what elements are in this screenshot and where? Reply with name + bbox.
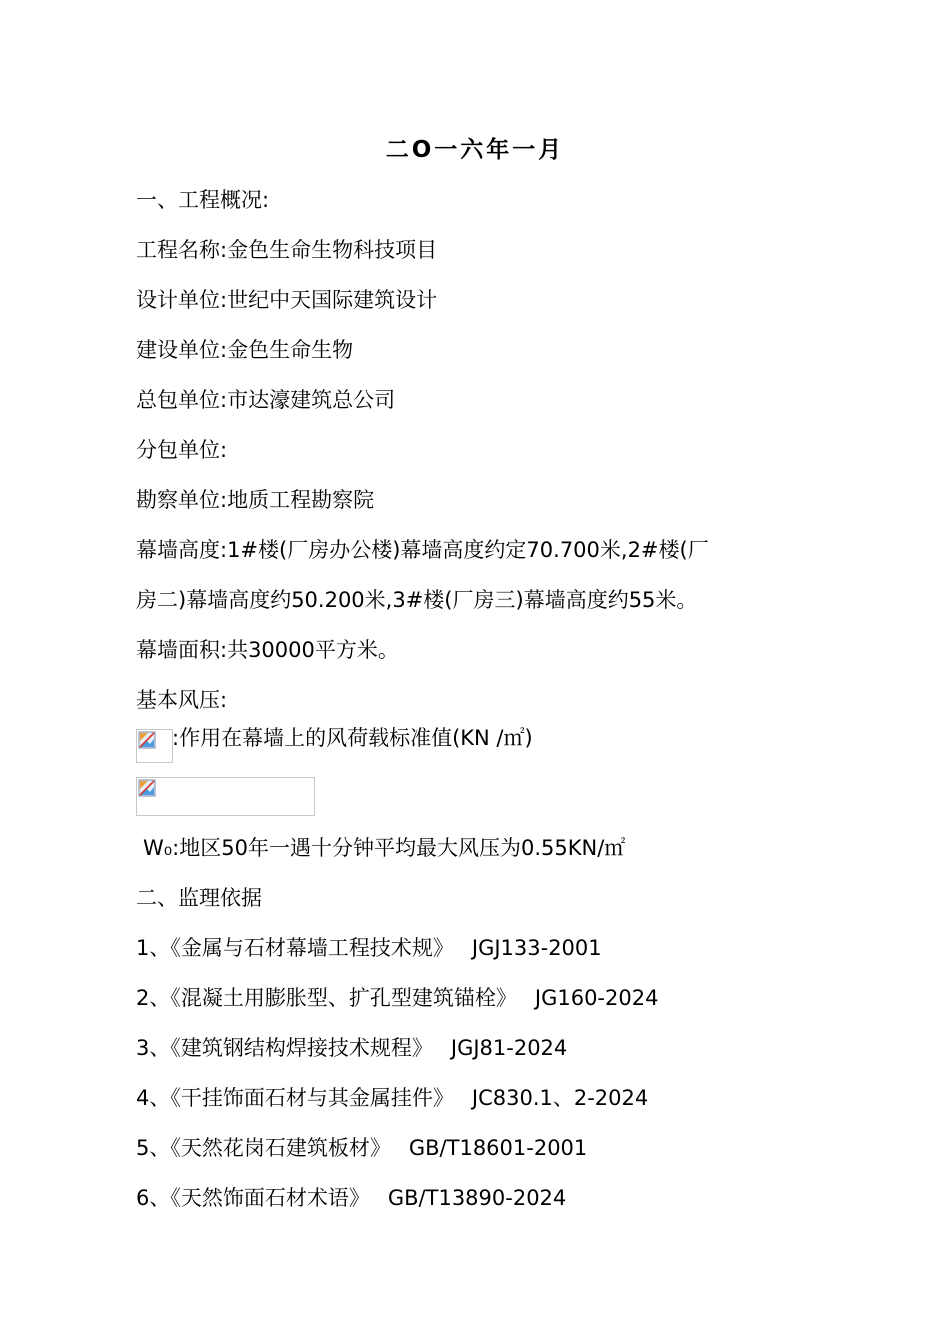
standard-number: 4、 <box>136 1086 171 1110</box>
standard-name: 《混凝土用膨胀型、扩孔型建筑锚栓》 <box>170 986 517 1010</box>
standard-name: 《天然花岗石建筑板材》 <box>170 1136 391 1160</box>
standard-number: 3、 <box>136 1036 171 1060</box>
wind-load-desc: :作用在幕墙上的风荷载标准值(KN /㎡) <box>172 726 533 750</box>
standard-number: 1、 <box>136 936 171 960</box>
standard-code: JC830.1、2-2024 <box>471 1086 649 1110</box>
standard-item <box>136 1183 566 1213</box>
subcontractor: 分包单位: <box>136 438 228 462</box>
standard-number: 2、 <box>136 986 171 1010</box>
standard-name: 《金属与石材幕墙工程技术规》 <box>170 936 454 960</box>
standard-code: JG160-2024 <box>534 986 659 1010</box>
standard-number: 6、 <box>136 1186 171 1210</box>
standard-code: JGJ81-2024 <box>450 1036 568 1060</box>
owner-unit: 建设单位:金色生命生物 <box>136 338 354 362</box>
section2-heading: 二、监理依据 <box>136 886 262 910</box>
wall-height-line2: 房二)幕墙高度约50.200米,3#楼(厂房三)幕墙高度约55米。 <box>136 588 698 612</box>
formula-image-placeholder-2 <box>136 777 315 816</box>
standard-name: 《干挂饰面石材与其金属挂件》 <box>170 1086 454 1110</box>
standard-name: 《天然饰面石材术语》 <box>170 1186 370 1210</box>
wind-pressure-label: 基本风压: <box>136 688 228 712</box>
broken-image-icon <box>138 779 156 797</box>
formula-image-placeholder <box>136 729 173 763</box>
standard-number: 5、 <box>136 1136 171 1160</box>
standard-item <box>136 1083 648 1113</box>
standard-code: GB/T18601-2001 <box>408 1136 588 1160</box>
survey-unit: 勘察单位:地质工程勘察院 <box>136 488 375 512</box>
standard-item <box>136 1133 587 1163</box>
date-title: 二O一六年一月 <box>385 137 565 163</box>
broken-image-icon <box>138 731 156 749</box>
project-name: 工程名称:金色生命生物科技项目 <box>136 238 438 262</box>
design-unit: 设计单位:世纪中天国际建筑设计 <box>136 288 438 312</box>
standard-name: 《建筑钢结构焊接技术规程》 <box>170 1036 433 1060</box>
standard-item <box>136 933 602 963</box>
w0-desc: W₀:地区50年一遇十分钟平均最大风压为0.55KN/㎡ <box>143 836 626 860</box>
standard-code: JGJ133-2001 <box>471 936 602 960</box>
standard-item <box>136 1033 567 1063</box>
wall-height-line1: 幕墙高度:1#楼(厂房办公楼)幕墙高度约定70.700米,2#楼(厂 <box>136 538 709 562</box>
standard-code: GB/T13890-2024 <box>387 1186 567 1210</box>
section1-heading: 一、工程概况: <box>136 188 270 212</box>
standard-item <box>136 983 658 1013</box>
general-contractor: 总包单位:市达濠建筑总公司 <box>136 388 396 412</box>
wall-area: 幕墙面积:共30000平方米。 <box>136 638 399 662</box>
